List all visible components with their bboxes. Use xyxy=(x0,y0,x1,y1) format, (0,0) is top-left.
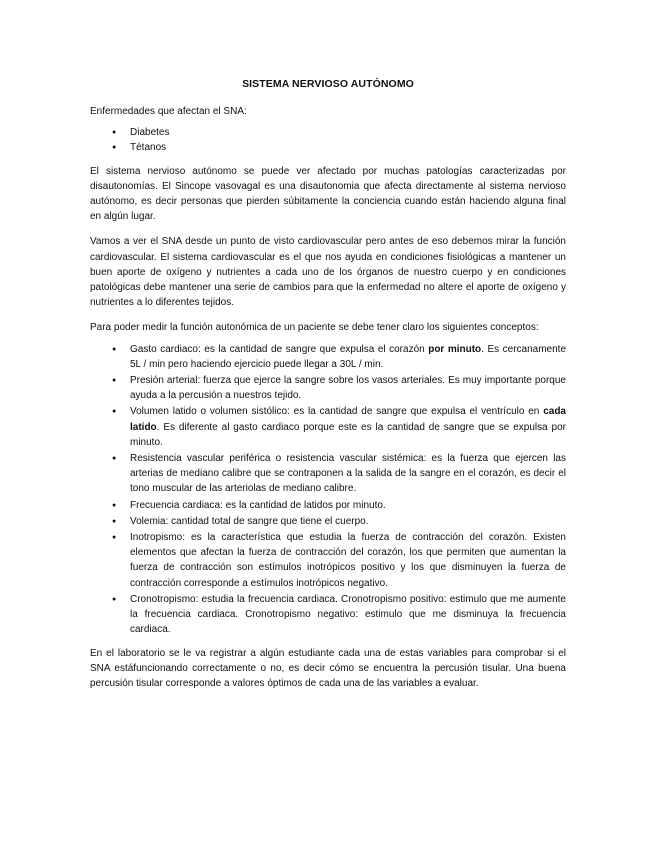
concept-inotropismo: ● Inotropismo: es la característica que estudia la fuerza de contracción del corazón. Existen elementos que afectan la fuerza de contracción del corazón, los que permiten que aumentan la fuerza de contracción son estímulos inotrópicos positivo y los que disminuyen la fuerza de contracción corresponde a estímulos inotrópicos negativo. xyxy=(90,530,566,591)
paragraph-cardiovascular: Vamos a ver el SNA desde un punto de visto cardiovascular pero antes de eso debemos mirar la función cardiovascular. El sistema cardiovascular es el que nos ayuda en condiciones fisiológicas a mantener un buen aporte de oxígeno y nutrientes a cada uno de los órganos de nuestro cuerpo y en condiciones patológicas debe mantener una serie de cambios para que la enfermedad no altere el aporte de oxígeno y nutrientes a lo diferentes tejidos. xyxy=(90,236,566,309)
concept-volemia: ● Volemia: cantidad total de sangre que tiene el cuerpo. xyxy=(90,514,566,529)
concept-text: . Es cercanamente 5L / min pero haciendo ejercicio puede llegar a 30L / min. xyxy=(130,343,567,370)
concept-text: Gasto cardiaco: es la cantidad de sangre que expulsa el corazón xyxy=(130,343,429,355)
concept-text: Volumen latido o volumen sistólico: es la cantidad de sangre que expulsa el ventrículo en xyxy=(130,406,544,418)
list-item: ● Diabetes xyxy=(90,125,566,140)
concept-resistencia-vascular: ● Resistencia vascular periférica o resistencia vascular sistémica: es la fuerza que ejercen las arterias de mediano calibre que se contraponen a la salida de la sangre en el corazón, es decir el tono muscular de las arteriolas de mediano calibre. xyxy=(90,451,566,497)
disease-list xyxy=(90,125,566,155)
document-title: SISTEMA NERVIOSO AUTÓNOMO xyxy=(242,78,414,90)
intro-text: Enfermedades que afectan el SNA: xyxy=(90,106,247,117)
concept-bold-text: por minuto xyxy=(428,343,482,355)
list-item: ● Tétanos xyxy=(90,140,566,155)
concept-gasto-cardiaco xyxy=(90,342,566,372)
concept-presion-arterial: ● Presión arterial: fuerza que ejerce la sangre sobre los vasos arteriales. Es muy importante porque ayuda a la percusión a nuestros tejido. xyxy=(90,373,566,403)
paragraph-laboratorio: En el laboratorio se le va registrar a algún estudiante cada una de estas variables para comprobar si el SNA estáfuncionando correctamente o no, es decir cómo se encuentra la percusión tisular. Una buena percusión tisular corresponde a valores óptimos de cada una de las variables a evaluar. xyxy=(90,647,566,689)
concept-cronotropismo: ● Cronotropismo: estudia la frecuencia cardiaca. Cronotropismo positivo: estimulo que me aumente la frecuencia cardiaca. Cronotropismo negativo: estimulo que me disminuya la frecuencia cardiaca. xyxy=(90,592,566,638)
concept-text: . Es diferente al gasto cardiaco porque este es la cantidad de sangre que se expulsa por minuto. xyxy=(130,421,566,448)
document-page xyxy=(90,78,566,691)
concept-bold-text: cada latido xyxy=(130,406,566,433)
concept-volumen-latido xyxy=(90,404,566,450)
concept-frecuencia-cardiaca: ● Frecuencia cardiaca: es la cantidad de latidos por minuto. xyxy=(90,498,566,513)
paragraph-disautonomias: El sistema nervioso autónomo se puede ver afectado por muchas patologías caracterizadas por disautonomías. El Sincope vasovagal es una disautonomia que afecta directamente al sistema nervioso autónomo, es decir personas que pierden súbitamente la conciencia cuando están haciendo alguna final en algún lugar. xyxy=(90,165,566,223)
concept-list xyxy=(90,342,566,638)
paragraph-concepts-intro: Para poder medir la función autonómica de un paciente se debe tener claro los siguientes conceptos: xyxy=(90,322,539,334)
